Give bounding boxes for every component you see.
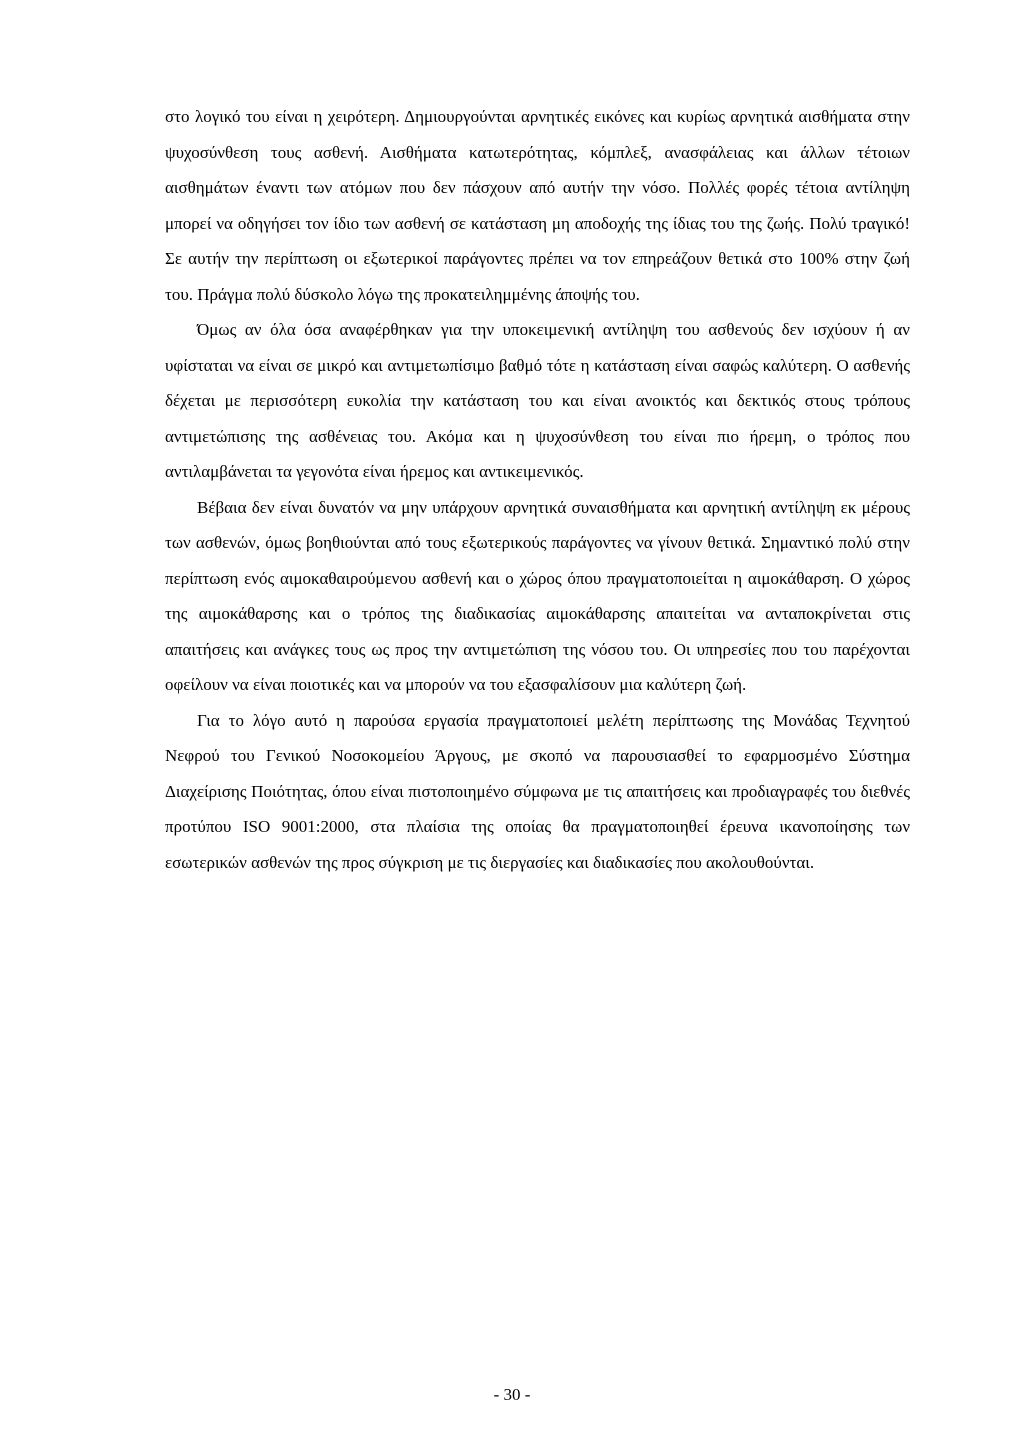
page-number: - 30 - — [493, 1385, 531, 1404]
paragraph-1: στο λογικό του είναι η χειρότερη. Δημιουργούνται αρνητικές εικόνες και κυρίως αρνητικά αισθήματα στην ψυχοσύνθεση τους ασθενή. Αισθήματα κατωτερότητας, κόμπλεξ, ανασφάλειας και άλλων τέτοιων αισθημάτων έναντι των ατόμων που δεν πάσχουν από αυτήν την νόσο. Πολλές φορές τέτοια αντίληψη μπορεί να οδηγήσει τον ίδιο των ασθενή σε κατάσταση μη αποδοχής της ίδιας του της ζωής. Πολύ τραγικό! Σε αυτήν την περίπτωση οι εξωτερικοί παράγοντες πρέπει να τον επηρεάζουν θετικά στο 100% στην ζωή του. Πράγμα πολύ δύσκολο λόγω της προκατειλημμένης άποψής του. — [165, 107, 910, 304]
paragraph-3: Βέβαια δεν είναι δυνατόν να μην υπάρχουν αρνητικά συναισθήματα και αρνητική αντίληψη εκ μέρους των ασθενών, όμως βοηθιούνται από τους εξωτερικούς παράγοντες να γίνουν θετικά. Σημαντικό πολύ στην περίπτωση ενός αιμοκαθαιρούμενου ασθενή και ο χώρος όπου πραγματοποιείται η αιμοκάθαρση. Ο χώρος της αιμοκάθαρσης και ο τρόπος της διαδικασίας αιμοκάθαρσης απαιτείται να ανταποκρίνεται στις απαιτήσεις και ανάγκες τους ως προς την αντιμετώπιση της νόσου του. Οι υπηρεσίες που του παρέχονται οφείλουν να είναι ποιοτικές και να μπορούν να του εξασφαλίσουν μια καλύτερη ζωή. — [165, 497, 910, 694]
paragraph-2: Όμως αν όλα όσα αναφέρθηκαν για την υποκειμενική αντίληψη του ασθενούς δεν ισχύουν ή αν υφίσταται να είναι σε μικρό και αντιμετωπίσιμο βαθμό τότε η κατάσταση είναι σαφώς καλύτερη. Ο ασθενής δέχεται με περισσότερη ευκολία την κατάσταση του και είναι ανοικτός και δεκτικός στους τρόπους αντιμετώπισης της ασθένειας του. Ακόμα και η ψυχοσύνθεση του είναι πιο ήρεμη, ο τρόπος που αντιλαμβάνεται τα γεγονότα είναι ήρεμος και αντικειμενικός. — [165, 320, 910, 481]
body-text — [165, 99, 910, 880]
paragraph-4: Για το λόγο αυτό η παρούσα εργασία πραγματοποιεί μελέτη περίπτωσης της Μονάδας Τεχνητού Νεφρού του Γενικού Νοσοκομείου Άργους, με σκοπό να παρουσιασθεί το εφαρμοσμένο Σύστημα Διαχείρισης Ποιότητας, όπου είναι πιστοποιημένο σύμφωνα με τις απαιτήσεις και προδιαγραφές του διεθνές προτύπου ISO 9001:2000, στα πλαίσια της οποίας θα πραγματοποιηθεί έρευνα ικανοποίησης των εσωτερικών ασθενών της προς σύγκριση με τις διεργασίες και διαδικασίες που ακολουθούνται. — [165, 710, 910, 872]
